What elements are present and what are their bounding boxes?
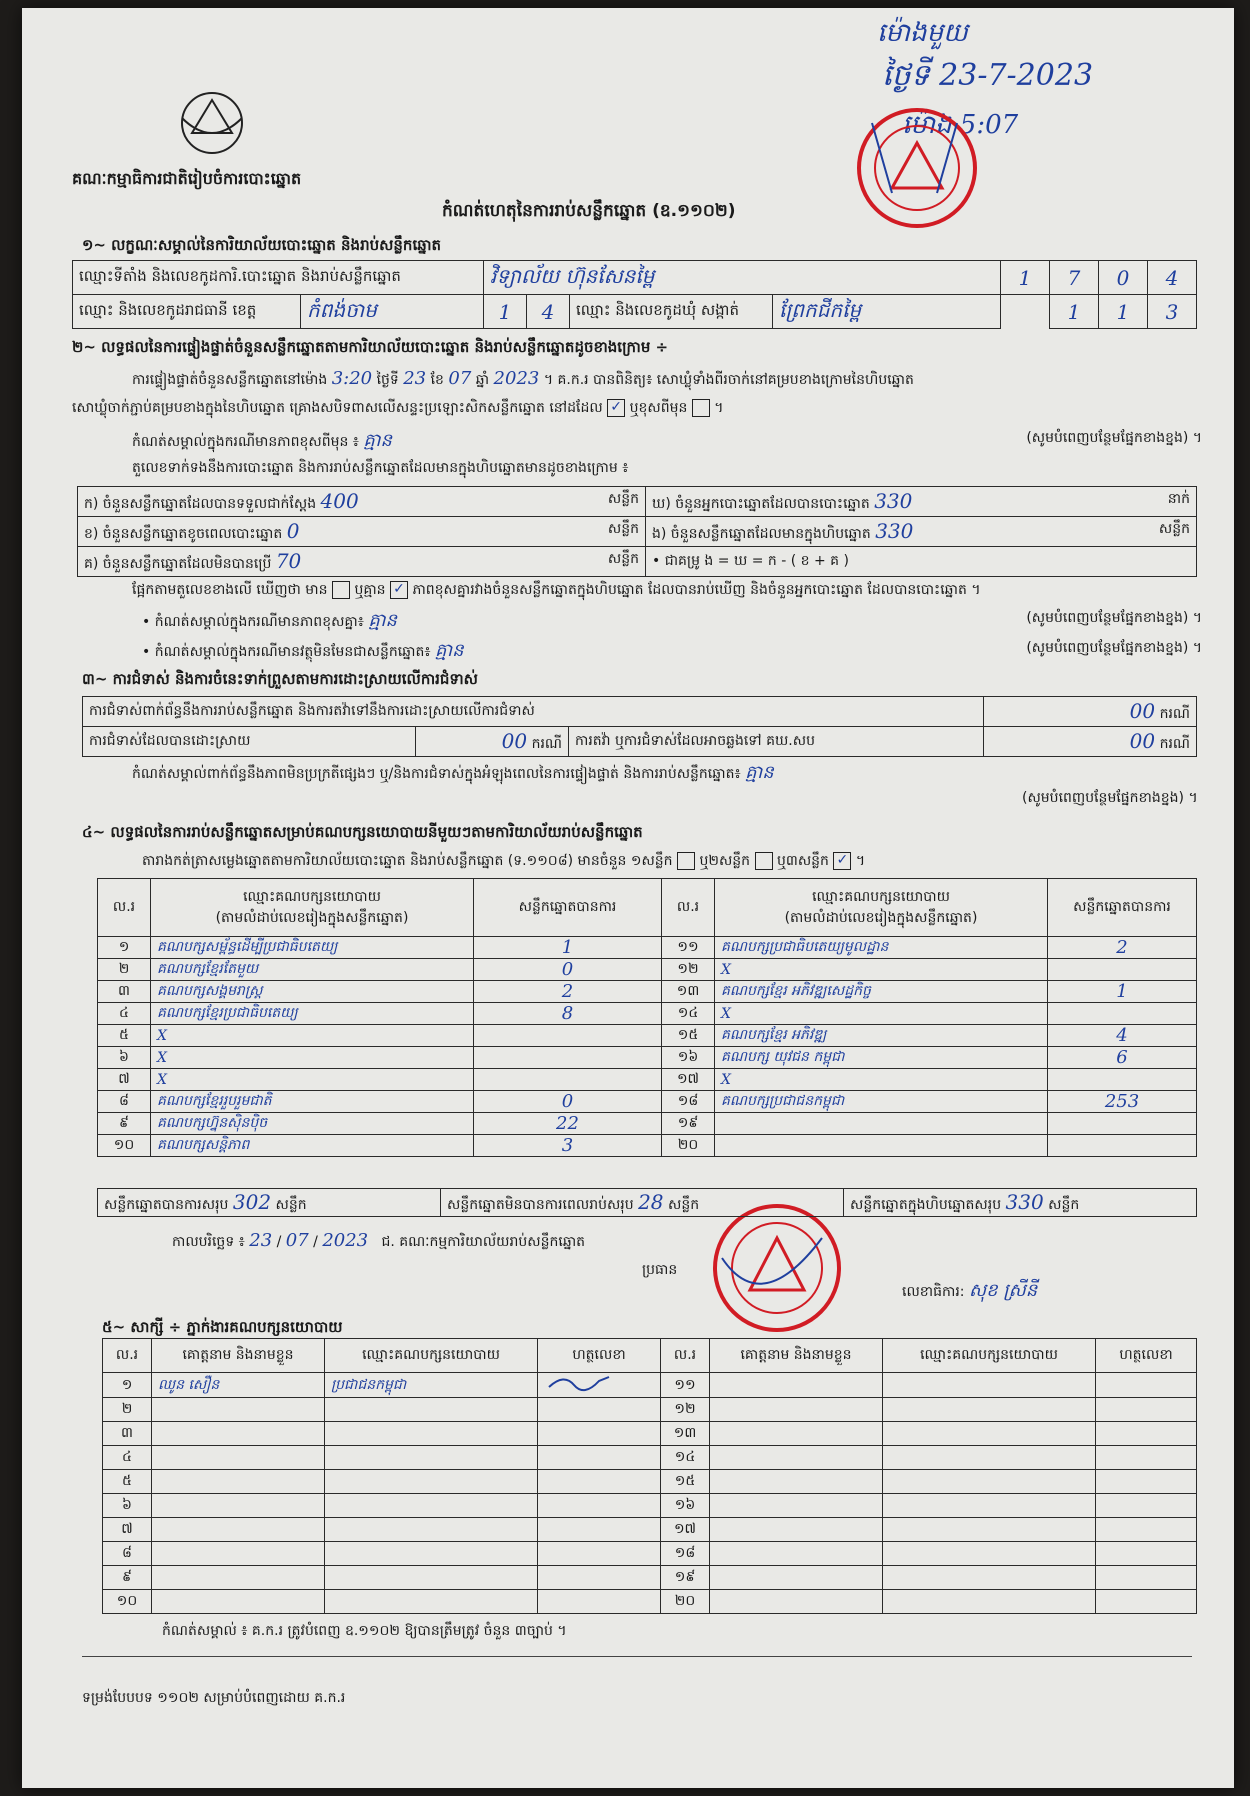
- party-name: X: [715, 1003, 1048, 1025]
- party-name: X: [151, 1047, 474, 1069]
- table-row: [103, 1373, 1197, 1398]
- witness-party: [325, 1422, 538, 1446]
- station-code-digit: 1: [1001, 261, 1050, 295]
- witness-signature: [538, 1398, 661, 1422]
- party-no: ១៥: [662, 1025, 715, 1047]
- section4-title: ៤~ លទ្ធផលនៃការរាប់សន្លឹកឆ្នោតសម្រាប់គណបក្សនយោបាយនីមួយៗតាមការិយាល័យរាប់សន្លឹកឆ្នោត: [82, 823, 643, 841]
- count-formula: • ជាគម្រូ ង = ឃ = ក - ( ខ + គ ): [646, 547, 1197, 577]
- station-info-table: [72, 260, 1197, 329]
- section1-title: ១~ លក្ខណៈសម្គាល់នៃការិយាល័យបោះឆ្នោត និងរាប់សន្លឹកឆ្នោត: [82, 236, 442, 254]
- witness-party: [325, 1470, 538, 1494]
- party-no: ១២: [662, 959, 715, 981]
- check-month: 07: [448, 368, 472, 389]
- witness-name: [710, 1566, 883, 1590]
- witness-party: [325, 1566, 538, 1590]
- witness-signature: [1096, 1590, 1197, 1614]
- witness-no: ៨: [103, 1542, 152, 1566]
- party-name: X: [715, 1069, 1048, 1091]
- appeal-value: 00 ករណី: [984, 727, 1197, 757]
- witness-name: [152, 1494, 325, 1518]
- witness-name: [710, 1422, 883, 1446]
- check-year: 2023: [493, 368, 540, 389]
- totals-table: [97, 1188, 1197, 1217]
- party-name: [715, 1113, 1048, 1135]
- witness-party: [883, 1518, 1096, 1542]
- witness-signature: [1096, 1518, 1197, 1542]
- handwritten-note-line3: ម៉ោង 5:07: [902, 110, 1019, 140]
- party-name: គណបក្សសន្តិភាព: [151, 1135, 474, 1157]
- party-votes: [1048, 1069, 1197, 1091]
- party-votes: [1048, 1135, 1197, 1157]
- party-name: គណបក្សខ្មែរ អភិវឌ្ឍសេដ្ឋកិច្ច: [715, 981, 1048, 1003]
- witness-name: [152, 1542, 325, 1566]
- party-votes: 1: [474, 937, 662, 959]
- witness-name: [710, 1518, 883, 1542]
- checkbox-same[interactable]: ✓: [607, 399, 625, 417]
- table-row: [98, 1135, 1197, 1157]
- witness-name: [710, 1590, 883, 1614]
- witness-no: ១០: [103, 1590, 152, 1614]
- witness-signature: [538, 1373, 661, 1398]
- discrepancy-check: ផ្អែកតាមតួលេខខាងលើ ឃើញថា មាន ឬគ្មាន ✓ ភាពខុសគ្នារវាងចំនួនសន្លឹកឆ្នោតក្នុងហិបឆ្នោត ដែលបានរាប់ឃើញ និងចំនួនអ្នកបោះឆ្នោត ដែលបានបោះឆ្នោត ។: [132, 581, 981, 598]
- table-row: [103, 1542, 1197, 1566]
- witness-no: ១៦: [661, 1494, 710, 1518]
- col-no: ល.រ: [662, 879, 715, 937]
- station-code-digit: 4: [1148, 261, 1197, 295]
- commission-name: គណៈកម្មាធិការជាតិរៀបចំការបោះឆ្នោត: [72, 169, 302, 188]
- total-valid: សន្លឹកឆ្នោតបានការសរុប 302 សន្លឹក: [98, 1189, 441, 1217]
- party-no: ៧: [98, 1069, 151, 1091]
- col-party: ឈ្មោះគណបក្សនយោបាយ (តាមលំដាប់លេខរៀងក្នុងសន្លឹកឆ្នោត): [151, 879, 474, 937]
- party-name: គណបក្សខ្មែរ អភិវឌ្ឍ: [715, 1025, 1048, 1047]
- party-votes: 1: [1048, 981, 1197, 1003]
- party-no: ១: [98, 937, 151, 959]
- party-no: ២០: [662, 1135, 715, 1157]
- party-votes: 0: [474, 959, 662, 981]
- party-votes: [1048, 1113, 1197, 1135]
- party-votes: [474, 1025, 662, 1047]
- appeal-label: ការតវ៉ា ឬការជំទាស់ដែលអាចឆ្លងទៅ គឃ.សប: [569, 727, 984, 757]
- witness-no: ១៧: [661, 1518, 710, 1542]
- witness-no: ៩: [103, 1566, 152, 1590]
- signature-icon: [544, 1373, 614, 1393]
- party-no: ១៤: [662, 1003, 715, 1025]
- witness-name: [152, 1470, 325, 1494]
- check-time: 3:20: [331, 368, 373, 389]
- party-no: ៤: [98, 1003, 151, 1025]
- witness-name: [152, 1446, 325, 1470]
- col-no: ល.រ: [98, 879, 151, 937]
- count-row-b: ខ) ចំនួនសន្លឹកឆ្នោតខូចពេលបោះឆ្នោត 0 សន្លឹក: [78, 517, 646, 547]
- party-votes: 2: [1048, 937, 1197, 959]
- witness-party: [883, 1422, 1096, 1446]
- ballot-count-table: [77, 486, 1197, 577]
- party-no: ៣: [98, 981, 151, 1003]
- form-title: កំណត់ហេតុនៃការរាប់សន្លឹកឆ្នោត (ឧ.១១០២): [442, 201, 736, 221]
- witness-signature: [1096, 1398, 1197, 1422]
- objection-row-value: 00 ករណី: [984, 697, 1197, 727]
- witness-signature: [1096, 1422, 1197, 1446]
- party-votes: 4: [1048, 1025, 1197, 1047]
- witness-no: ៥: [103, 1470, 152, 1494]
- station-label: ឈ្មោះទីតាំង និងលេខកូដការិ.បោះឆ្នោត និងរាប់សន្លឹកឆ្នោត: [73, 261, 484, 295]
- witness-no: ២០: [661, 1590, 710, 1614]
- witness-party: [883, 1542, 1096, 1566]
- witness-name: [152, 1518, 325, 1542]
- witness-name: [710, 1446, 883, 1470]
- witness-signature: [538, 1518, 661, 1542]
- checkbox-has-discrepancy[interactable]: [332, 581, 350, 599]
- witness-name: [152, 1566, 325, 1590]
- section5-title: ៥~ សាក្សី ÷ ភ្នាក់ងារគណបក្សនយោបាយ: [102, 1318, 343, 1336]
- witness-name: [710, 1494, 883, 1518]
- table-row: [103, 1398, 1197, 1422]
- checkbox-one-sheet[interactable]: [677, 852, 695, 870]
- party-votes: 6: [1048, 1047, 1197, 1069]
- witness-no: ១៣: [661, 1422, 710, 1446]
- signing-date: កាលបរិច្ឆេទ ៖ 23 / 07 / 2023 ជ. គណៈកម្មការិយាល័យរាប់សន្លឹកឆ្នោត: [172, 1230, 586, 1251]
- witness-signature: [1096, 1566, 1197, 1590]
- witness-no: ១៨: [661, 1542, 710, 1566]
- party-no: ១៦: [662, 1047, 715, 1069]
- witness-no: ១៤: [661, 1446, 710, 1470]
- commune-label: ឈ្មោះ និងលេខកូដឃុំ សង្កាត់: [570, 295, 773, 329]
- note-value: គ្មាន: [363, 430, 392, 451]
- party-votes: 22: [474, 1113, 662, 1135]
- witness-no: ៣: [103, 1422, 152, 1446]
- witness-name: [710, 1398, 883, 1422]
- party-votes: [474, 1047, 662, 1069]
- table-row: [103, 1470, 1197, 1494]
- province-code-digit: 4: [527, 295, 570, 329]
- col-votes: សន្លឹកឆ្នោតបានការ: [474, 879, 662, 937]
- irregularity-note: កំណត់សម្គាល់ពាក់ព័ន្ធនឹងភាពមិនប្រក្រតីផ្សេងៗ ឬ/និងការជំទាស់ក្នុងអំឡុងពេលនៃការផ្ទៀងផ្ទាត់ និងការរាប់សន្លឹកឆ្នោត៖ គ្មាន: [132, 762, 774, 783]
- witness-signature: [538, 1542, 661, 1566]
- checkbox-three-sheets[interactable]: ✓: [833, 852, 851, 870]
- party-votes: 3: [474, 1135, 662, 1157]
- station-name: វិទ្យាល័យ ហ៊ុនសែនម្ពៃ: [484, 261, 1001, 295]
- witness-party: [325, 1398, 538, 1422]
- witness-signature: [538, 1446, 661, 1470]
- table-row: [98, 981, 1197, 1003]
- table-row: [98, 1047, 1197, 1069]
- party-name: គណបក្សហ្វ៊ុនស៊ិនប៉ិច: [151, 1113, 474, 1135]
- handwritten-note-line1: ម៉ោងមួយ: [877, 18, 968, 48]
- check-day: 23: [403, 368, 427, 389]
- section2-intro: តួលេខទាក់ទងនឹងការបោះឆ្នោត និងការរាប់សន្លឹកឆ្នោតដែលមានក្នុងហិបឆ្នោតមានដូចខាងក្រោម ៖: [132, 460, 629, 476]
- party-name: គណបក្សប្រជាធិបតេយ្យមូលដ្ឋាន: [715, 937, 1048, 959]
- witness-party: [325, 1518, 538, 1542]
- section2-para1: ការផ្ទៀងផ្ទាត់ចំនួនសន្លឹកឆ្នោតនៅម៉ោង 3:20 ថ្ងៃទី 23 ខែ 07 ឆ្នាំ 2023 ។ គ.ក.រ បានពិនិត្យ៖ សោឃ្លុំទាំងពីរចាក់នៅគម្របខាងក្រោមនៃហិបឆ្នោត: [132, 368, 914, 389]
- form-note: កំណត់សម្គាល់ ៖ គ.ក.រ ត្រូវបំពេញ ឧ.១១០២ ឱ្យបានត្រឹមត្រូវ ចំនួន ៣ច្បាប់ ។: [162, 1623, 567, 1639]
- table-row: [98, 1113, 1197, 1135]
- witness-party: ប្រជាជនកម្ពុជា: [325, 1373, 538, 1398]
- party-name: គណបក្ស យុវជន កម្ពុជា: [715, 1047, 1048, 1069]
- witness-name: [152, 1422, 325, 1446]
- tally-sheet-count: តារាងកត់ត្រាសម្លេងឆ្នោតតាមការិយាល័យបោះឆ្នោត និងរាប់សន្លឹកឆ្នោត (ទ.១១០៨) មានចំនួន ១សន្លឹក ឬ២សន្លឹក ឬ៣សន្លឹក ✓ ។: [142, 852, 866, 869]
- checkbox-changed[interactable]: [692, 399, 710, 417]
- table-row: [103, 1446, 1197, 1470]
- party-votes: 2: [474, 981, 662, 1003]
- total-invalid: សន្លឹកឆ្នោតមិនបានការពេលរាប់សរុប 28 សន្លឹក: [441, 1189, 844, 1217]
- province-code-digit: 1: [484, 295, 527, 329]
- resolved-value: 00 ករណី: [416, 727, 569, 757]
- party-votes: [1048, 959, 1197, 981]
- party-votes: [474, 1069, 662, 1091]
- witness-signature: [538, 1590, 661, 1614]
- commune-code-digit: 1: [1050, 295, 1099, 329]
- witness-party: [883, 1590, 1096, 1614]
- count-row-c: គ) ចំនួនសន្លឹកឆ្នោតដែលមិនបានប្រើ 70 សន្លឹក: [78, 547, 646, 577]
- witness-name: [152, 1590, 325, 1614]
- witness-party: [325, 1542, 538, 1566]
- resolved-label: ការជំទាស់ដែលបានដោះស្រាយ: [83, 727, 416, 757]
- table-row: [103, 1566, 1197, 1590]
- witness-party: [883, 1470, 1096, 1494]
- party-no: ៨: [98, 1091, 151, 1113]
- party-name: គណបក្សសង្គមរាស្ត្រ: [151, 981, 474, 1003]
- witness-party: [883, 1494, 1096, 1518]
- party-votes: 0: [474, 1091, 662, 1113]
- commune-code-digit: 1: [1099, 295, 1148, 329]
- section2-note: កំណត់សម្គាល់ក្នុងករណីមានភាពខុសពីមុន ៖ គ្មាន (សូមបំពេញបន្ថែមផ្នែកខាងខ្នង) ។: [132, 430, 1202, 451]
- count-row-a: ក) ចំនួនសន្លឹកឆ្នោតដែលបានទទួលជាក់ស្ដែង 400 សន្លឹក: [78, 487, 646, 517]
- document-page: [22, 8, 1234, 1788]
- commune-code-digit: 3: [1148, 295, 1197, 329]
- party-name: គណបក្សខ្មែរតែមួយ: [151, 959, 474, 981]
- party-name: X: [151, 1069, 474, 1091]
- station-code-digit: 0: [1099, 261, 1148, 295]
- discrepancy-note: • កំណត់សម្គាល់ក្នុងករណីមានភាពខុសគ្នា៖ គ្មាន (សូមបំពេញបន្ថែមផ្នែកខាងខ្នង) ។: [142, 610, 1202, 631]
- checkbox-two-sheets[interactable]: [755, 852, 773, 870]
- witness-signature: [1096, 1373, 1197, 1398]
- table-row: [98, 937, 1197, 959]
- official-stamp-top: [842, 103, 992, 233]
- party-name: គណបក្សប្រជាជនកម្ពុជា: [715, 1091, 1048, 1113]
- nec-emblem-icon: [172, 88, 252, 158]
- col-party: ឈ្មោះគណបក្សនយោបាយ (តាមលំដាប់លេខរៀងក្នុងសន្លឹកឆ្នោត): [715, 879, 1048, 937]
- section2-para2: សោឃ្លុំចាក់ភ្ជាប់គម្របខាងក្នុងនៃហិបឆ្នោត គ្រោងសបិទពាសលើសន្ទះប្រឡោះសិកសន្លឹកឆ្នោត នៅដដែល ✓ ឬខុសពីមុន ។: [72, 399, 724, 416]
- table-row: [98, 1003, 1197, 1025]
- station-code-digit: 7: [1050, 261, 1099, 295]
- witness-party: [883, 1446, 1096, 1470]
- party-no: ៩: [98, 1113, 151, 1135]
- witness-name: ឈូន សឿន: [152, 1373, 325, 1398]
- witness-no: ២: [103, 1398, 152, 1422]
- witness-party: [883, 1398, 1096, 1422]
- objection-table: [82, 696, 1197, 757]
- party-name: [715, 1135, 1048, 1157]
- witness-name: [710, 1373, 883, 1398]
- party-no: ១៧: [662, 1069, 715, 1091]
- witness-name: [152, 1398, 325, 1422]
- party-no: ៥: [98, 1025, 151, 1047]
- section2-title: ២~ លទ្ធផលនៃការផ្ទៀងផ្ទាត់ចំនួនសន្លឹកឆ្នោតតាមការិយាល័យបោះឆ្នោត និងរាប់សន្លឹកឆ្នោតដូចខាងក្រោម ÷: [72, 338, 669, 356]
- party-no: ៦: [98, 1047, 151, 1069]
- witness-no: ១១: [661, 1373, 710, 1398]
- table-row: [98, 1091, 1197, 1113]
- party-name: X: [715, 959, 1048, 981]
- witness-no: ១៥: [661, 1470, 710, 1494]
- province-name: កំពង់ចាម: [301, 295, 484, 329]
- witness-signature: [538, 1566, 661, 1590]
- witness-signature: [538, 1494, 661, 1518]
- irregularity-hint: (សូមបំពេញបន្ថែមផ្នែកខាងខ្នង) ។: [1022, 790, 1198, 806]
- witness-name: [710, 1470, 883, 1494]
- chair-label: ប្រធាន: [642, 1262, 678, 1278]
- witness-signature: [1096, 1446, 1197, 1470]
- party-results-table: [97, 878, 1197, 1157]
- witness-signature: [1096, 1494, 1197, 1518]
- witness-no: ៧: [103, 1518, 152, 1542]
- witness-name: [710, 1542, 883, 1566]
- party-name: គណបក្សខ្មែរប្រជាធិបតេយ្យ: [151, 1003, 474, 1025]
- secretary: លេខាធិការ: សុខ ស្រីនី: [902, 1280, 1038, 1301]
- table-row: [98, 1025, 1197, 1047]
- party-votes: [1048, 1003, 1197, 1025]
- witness-signature: [1096, 1542, 1197, 1566]
- table-row: [98, 959, 1197, 981]
- form-footer: ទម្រង់បែបបទ ១១០២ សម្រាប់បំពេញដោយ គ.ក.រ: [82, 1690, 346, 1706]
- witness-signature: [538, 1422, 661, 1446]
- party-no: ១០: [98, 1135, 151, 1157]
- witness-party: [325, 1494, 538, 1518]
- non-ballot-note: • កំណត់សម្គាល់ក្នុងករណីមានវត្ថុមិនមែនជាសន្លឹកឆ្នោត៖ គ្មាន (សូមបំពេញបន្ថែមផ្នែកខាងខ្នង) ។: [142, 640, 1202, 661]
- witness-no: ៤: [103, 1446, 152, 1470]
- objection-row-label: ការជំទាស់ពាក់ព័ន្ធនឹងការរាប់សន្លឹកឆ្នោត និងការតវ៉ាទៅនឹងការដោះស្រាយលើការជំទាស់: [83, 697, 984, 727]
- witness-no: ៦: [103, 1494, 152, 1518]
- official-stamp-bottom: [702, 1198, 852, 1338]
- witness-party: [883, 1373, 1096, 1398]
- checkbox-no-discrepancy[interactable]: ✓: [390, 581, 408, 599]
- table-row: [103, 1590, 1197, 1614]
- witness-no: ១៩: [661, 1566, 710, 1590]
- witness-no: ១: [103, 1373, 152, 1398]
- table-row: [98, 1069, 1197, 1091]
- party-name: X: [151, 1025, 474, 1047]
- witness-no: ១២: [661, 1398, 710, 1422]
- party-no: ១១: [662, 937, 715, 959]
- table-row: [103, 1494, 1197, 1518]
- party-no: ២: [98, 959, 151, 981]
- total-box: សន្លឹកឆ្នោតក្នុងហិបឆ្នោតសរុប 330 សន្លឹក: [844, 1189, 1197, 1217]
- party-votes: 8: [474, 1003, 662, 1025]
- province-label: ឈ្មោះ និងលេខកូដរាជធានី ខេត្ត: [73, 295, 301, 329]
- witness-party: [883, 1566, 1096, 1590]
- witness-party: [325, 1590, 538, 1614]
- witness-party: [325, 1446, 538, 1470]
- party-no: ១៨: [662, 1091, 715, 1113]
- party-name: គណបក្សសម្ព័ន្ធដើម្បីប្រជាធិបតេយ្យ: [151, 937, 474, 959]
- handwritten-note-line2: ថ្ងៃទី 23-7-2023: [882, 58, 1094, 93]
- commune-name: ព្រែកជីកម្ពៃ: [773, 295, 1001, 329]
- table-row: [103, 1518, 1197, 1542]
- party-votes: 253: [1048, 1091, 1197, 1113]
- col-votes: សន្លឹកឆ្នោតបានការ: [1048, 879, 1197, 937]
- table-row: [103, 1422, 1197, 1446]
- party-name: គណបក្សខ្មែររួបរួមជាតិ: [151, 1091, 474, 1113]
- count-row-e: ង) ចំនួនសន្លឹកឆ្នោតដែលមានក្នុងហិបឆ្នោត 330 សន្លឹក: [646, 517, 1197, 547]
- witness-table: ល.រ គោត្តនាម និងនាមខ្លួន ឈ្មោះគណបក្សនយោបាយ ហត្ថលេខា ល.រ គោត្តនាម និងនាមខ្លួន ឈ្មោះគណបក្សនយោបាយ ហត្ថលេខា ១ ឈូន សឿន ប្រជាជនកម្ពុជា ១១ ២ ១២ ៣ ១៣ ៤ ១៤ ៥ ១៥ ៦ ១៦ ៧ ១៧ ៨ ១៨ ៩ ១៩ ១០ ២០: [102, 1338, 1197, 1614]
- party-no: ១៣: [662, 981, 715, 1003]
- witness-signature: [538, 1470, 661, 1494]
- party-no: ១៩: [662, 1113, 715, 1135]
- witness-signature: [1096, 1470, 1197, 1494]
- section3-title: ៣~ ការជំទាស់ និងការចំនេះទាក់ព្រួសតាមការដោះស្រាយលើការជំទាស់: [82, 670, 478, 688]
- count-row-d: ឃ) ចំនួនអ្នកបោះឆ្នោតដែលបានបោះឆ្នោត 330 នាក់: [646, 487, 1197, 517]
